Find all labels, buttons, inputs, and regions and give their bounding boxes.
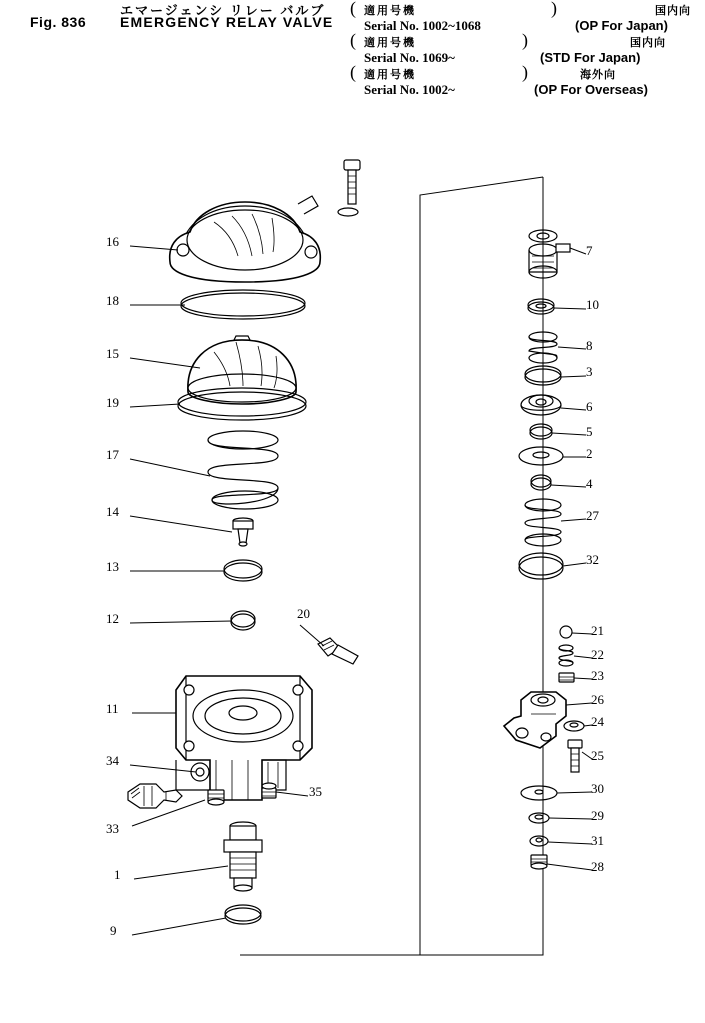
part-24-washer: [564, 721, 584, 731]
callout-number: 27: [586, 508, 599, 523]
part-16-cover: [170, 196, 321, 282]
applicability-jp-label-1: 適用号機: [364, 5, 416, 17]
market-en-3: (OP For Overseas): [534, 82, 648, 97]
callout-number: 30: [591, 781, 604, 796]
market-jp-2: 国内向: [630, 37, 666, 49]
callout-number: 7: [586, 243, 593, 258]
part-17-spring: [208, 431, 278, 509]
market-en-1: (OP For Japan): [575, 18, 668, 33]
part-2-washer: [519, 447, 563, 465]
japanese-figure-title: エマージェンシ リレー バルブ: [120, 3, 326, 18]
part-7-cap: [529, 230, 570, 278]
paren-open-3: (: [350, 62, 356, 82]
callout-number: 21: [591, 623, 604, 638]
part-28-bolt: [531, 855, 547, 869]
callout-number: 33: [106, 821, 119, 836]
part-25-bolt: [568, 740, 582, 772]
callout-number: 2: [586, 446, 593, 461]
callout-number: 3: [586, 364, 593, 379]
part-31-washer: [530, 836, 548, 846]
paren-close-3: ): [522, 62, 528, 82]
part-9-oring: [225, 905, 261, 924]
part-30-plate: [521, 786, 557, 800]
callout-number: 10: [586, 297, 599, 312]
part-5-oring: [530, 424, 552, 439]
callout-number: 26: [591, 692, 604, 707]
leader-lines: [130, 246, 592, 935]
applicability-serial-3: Serial No. 1002~: [364, 82, 455, 97]
callout-number: 17: [106, 447, 119, 462]
part-13-oring: [224, 560, 262, 581]
callout-number: 25: [591, 748, 604, 763]
part-20-bolt: [318, 638, 358, 664]
callout-number: 12: [106, 611, 119, 626]
paren-close-2: ): [522, 30, 528, 50]
part-6-retainer: [521, 395, 561, 415]
applicability-serial-1: Serial No. 1002~1068: [364, 18, 481, 33]
paren-close-1: ): [551, 0, 557, 18]
callout-number: 11: [106, 701, 119, 716]
callout-number: 15: [106, 346, 119, 361]
callout-number: 13: [106, 559, 119, 574]
part-22-spring: [559, 645, 573, 666]
callout-number: 14: [106, 504, 119, 519]
paren-open-2: (: [350, 30, 356, 50]
applicability-jp-label-2: 適用号機: [364, 37, 416, 49]
part-26-bracket: [504, 692, 566, 748]
part-14-valve-stem: [233, 518, 253, 546]
part-29-washer: [529, 813, 549, 823]
part-11-body: [176, 676, 312, 800]
part-21-ball: [560, 626, 572, 638]
paren-open-1: (: [350, 0, 356, 18]
callout-number: 32: [586, 552, 599, 567]
applicability-jp-label-3: 適用号機: [364, 69, 416, 81]
callout-number: 9: [110, 923, 117, 938]
part-32-oring: [519, 553, 563, 579]
part-12-oring: [231, 611, 255, 630]
callout-number: 8: [586, 338, 593, 353]
part-1-valve-cartridge: [224, 822, 262, 891]
part-18-oring: [181, 290, 305, 319]
callout-number: 16: [106, 234, 119, 249]
market-jp-3: 海外向: [580, 69, 616, 81]
callout-number: 31: [591, 833, 604, 848]
part-cover-bolt: [338, 160, 360, 216]
callout-number: 28: [591, 859, 604, 874]
part-10-washer: [528, 299, 554, 314]
part-4-oring: [531, 475, 551, 490]
callout-number: 24: [591, 714, 604, 729]
figure-title: EMERGENCY RELAY VALVE: [120, 14, 334, 30]
callout-number: 20: [297, 606, 310, 621]
applicability-serial-2: Serial No. 1069~: [364, 50, 455, 65]
callout-number: 22: [591, 647, 604, 662]
callout-number: 18: [106, 293, 119, 308]
callout-number: 19: [106, 395, 119, 410]
market-en-2: (STD For Japan): [540, 50, 641, 65]
part-35-plug: [262, 783, 276, 798]
callout-number: 5: [586, 424, 593, 439]
callout-number: 29: [591, 808, 604, 823]
part-33-plug: [208, 790, 224, 805]
part-34-fitting: [128, 784, 182, 808]
callout-number: 4: [586, 476, 593, 491]
callout-number: 1: [114, 867, 121, 882]
callout-number: 23: [591, 668, 604, 683]
callout-number: 34: [106, 753, 119, 768]
part-15-housing: [188, 336, 296, 404]
callout-number: 6: [586, 399, 593, 414]
figure-number: Fig. 836: [30, 14, 87, 30]
market-jp-1: 国内向: [655, 5, 691, 17]
callout-number: 35: [309, 784, 322, 799]
part-23-plug: [559, 673, 574, 682]
